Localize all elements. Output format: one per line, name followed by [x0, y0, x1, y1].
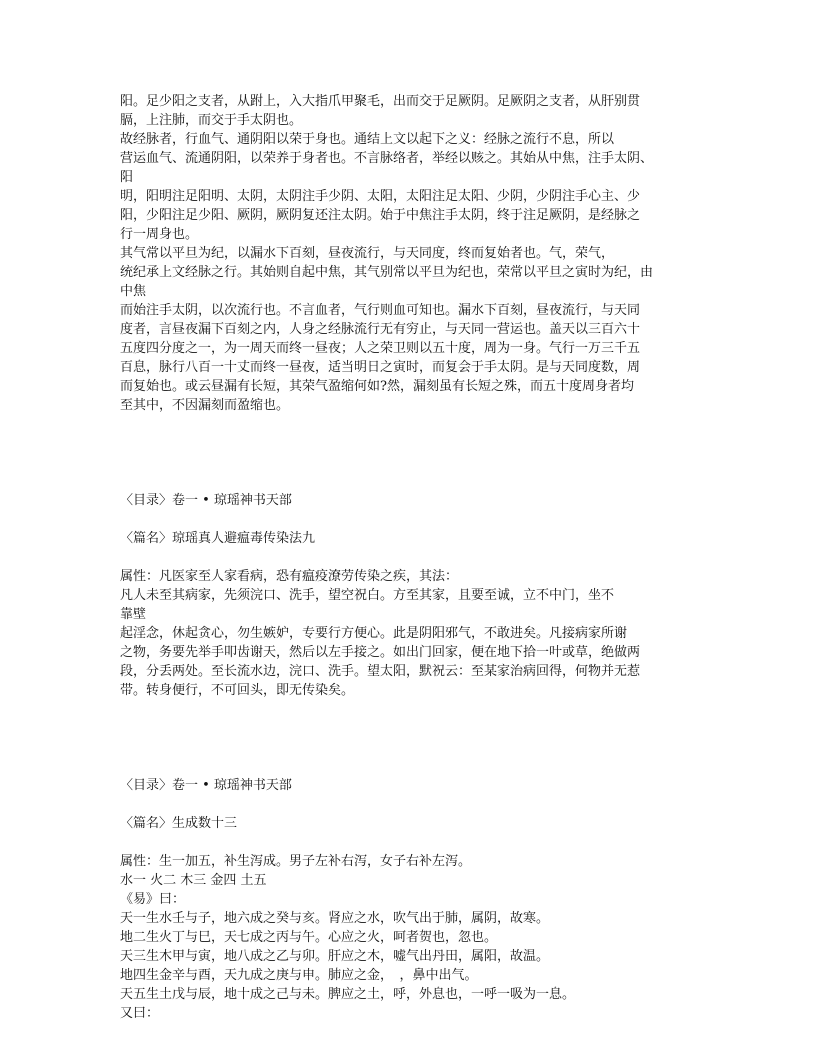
- text-line: 百息，脉行八百一十丈而终一昼夜，适当明日之寅时，而复会于手太阴。是与天同度数，周: [120, 360, 641, 375]
- text-line: 天五生土戊与辰，地十成之己与未。脾应之土，呼，外息也，一呼一吸为一息。: [120, 987, 576, 1002]
- text-line: 起淫念，休起贪心，勿生嫉妒，专要行方便心。此是阴阳邪气，不敢进矣。凡接病家所谢: [120, 626, 628, 641]
- pianming-heading: 〈篇名〉琼瑶真人避瘟毒传染法九: [120, 531, 316, 546]
- text-line: 而复始也。或云昼漏有长短，其荣气盈缩何如?然，漏刻虽有长短之殊，而五十度周身者均: [120, 379, 634, 394]
- mulu-heading: 〈目录〉卷一 • 琼瑶神书天部: [120, 778, 292, 793]
- section-spacer: [120, 738, 698, 776]
- text-line: 阳，少阳注足少阳、厥阴，厥阴复还注太阴。始于中焦注手太阴，终于注足厥阴，是经脉之: [120, 208, 641, 223]
- text-line: 度者，言昼夜漏下百刻之内，人身之经脉流行无有穷止，与天同一营运也。盖天以三百六十: [120, 322, 641, 337]
- text-line: 其气常以平旦为纪，以漏水下百刻，昼夜流行，与天同度，终而复始者也。气，荣气，: [120, 246, 615, 261]
- text-line: 阳: [120, 170, 134, 185]
- section-sheng-cheng-shu: [120, 776, 698, 1023]
- text-line: 五度四分度之一，为一周天而终一昼夜；人之荣卫则以五十度，周为一身。气行一万三千五: [120, 341, 641, 356]
- mulu-heading: 〈目录〉卷一 • 琼瑶神书天部: [120, 493, 292, 508]
- text-line: 属性：凡医家至人家看病，恐有瘟疫潦劳传染之疾，其法：: [120, 569, 459, 584]
- text-line: 故经脉者，行血气、通阴阳以荣于身也。通结上文以起下之义：经脉之流行不息，所以: [120, 132, 615, 147]
- document-page: [120, 92, 698, 1023]
- text-line: 《易》曰：: [120, 892, 186, 907]
- text-line: 营运血气、流通阴阳，以荣养于身者也。不言脉络者，举经以赅之。其始从中焦，注手太阴、: [120, 151, 654, 166]
- text-line: 天三生木甲与寅，地八成之乙与卯。肝应之木，嘘气出丹田，属阳，故温。: [120, 949, 550, 964]
- text-line: 段，分丢两处。至长流水边，浣口、洗手。望太阳，默祝云：至某家治病回得，何物并无惹: [120, 664, 641, 679]
- section-spacer: [120, 453, 698, 491]
- text-line: 地四生金辛与酉，天九成之庚与申。肺应之金， ，鼻中出气。: [120, 968, 478, 983]
- section-jingmai-text: [120, 92, 698, 415]
- text-line: 地二生火丁与巳，天七成之丙与午。心应之火，呵者贺也，忽也。: [120, 930, 498, 945]
- section-bi-wen-du: [120, 491, 698, 700]
- text-line: 天一生水壬与子，地六成之癸与亥。肾应之水，吹气出于肺，属阴，故寒。: [120, 911, 550, 926]
- text-line: 中焦: [120, 284, 147, 299]
- text-line: 之物，务要先举手叩齿谢天，然后以左手接之。如出门回家，便在地下拾一叶或草，绝做两: [120, 645, 641, 660]
- text-line: 明，阳明注足阳明、太阴，太阴注手少阴、太阳，太阳注足太阳、少阴，少阴注手心主、少: [120, 189, 641, 204]
- text-line: 凡人未至其病家，先须浣口、洗手，望空祝白。方至其家，且要至诚，立不中门，坐不: [120, 588, 615, 603]
- text-line: 又曰：: [120, 1006, 160, 1021]
- text-line: 而始注手太阴，以次流行也。不言血者，气行则血可知也。漏水下百刻，昼夜流行，与天同: [120, 303, 641, 318]
- text-line: 至其中，不因漏刻而盈缩也。: [120, 398, 290, 413]
- text-line: 靠壁: [120, 607, 147, 622]
- text-line: 属性：生一加五，补生泻成。男子左补右泻，女子右补左泻。: [120, 854, 472, 869]
- text-line: 行一周身也。: [120, 227, 199, 242]
- text-line: 带。转身便行，不可回头，即无传染矣。: [120, 683, 355, 698]
- text-line: 阳。足少阳之支者，从跗上，入大指爪甲聚毛，出而交于足厥阴。足厥阴之支者，从肝别贯: [120, 94, 641, 109]
- text-line: 水一 火二 木三 金四 土五: [120, 873, 267, 888]
- section-spacer: [120, 415, 698, 453]
- text-line: 统纪承上文经脉之行。其始则自起中焦，其气别常以平旦为纪也，荣常以平旦之寅时为纪，由: [120, 265, 654, 280]
- text-line: 膈，上注肺，而交于手太阴也。: [120, 113, 303, 128]
- pianming-heading: 〈篇名〉生成数十三: [120, 816, 238, 831]
- section-spacer: [120, 700, 698, 738]
